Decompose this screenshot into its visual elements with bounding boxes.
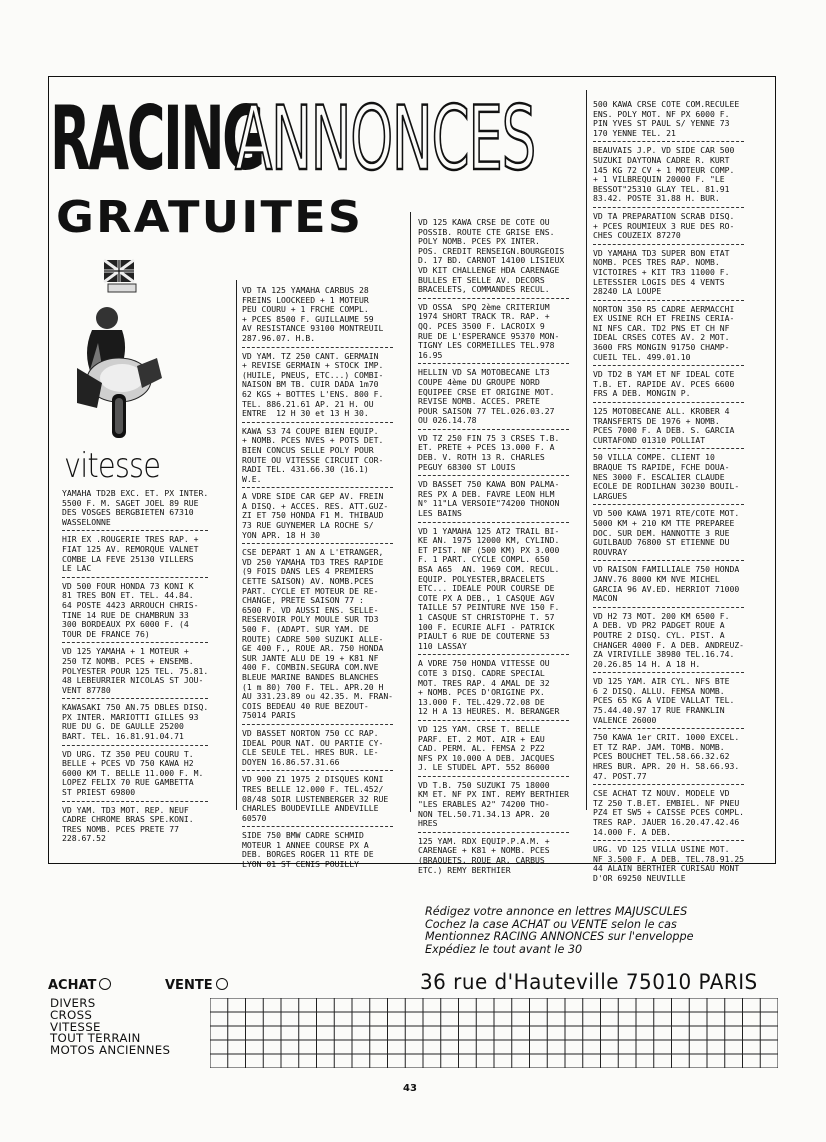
category-item[interactable]: MOTOS ANCIENNES [50, 1043, 171, 1058]
classified-ad: 125 MOTOBECANE ALL. KROBER 4 TRANSFERTS DE 1976 + NOMB. PCES 7000 F. A DEB. S. GARCIA CURTAFOND 01310 POLLIAT [593, 407, 744, 449]
vente-label: VENTE [165, 978, 213, 993]
category-item[interactable]: TOUT TERRAIN [50, 1031, 141, 1046]
title-racing: RACING [50, 87, 264, 190]
classified-ad: VD YAM. TZ 250 CANT. GERMAIN + REVISE GERMAIN + STOCK IMP. (HUILE, PNEUS, ETC...) COMBI- NAISON BM TB. CUIR DADA 1m70 62 KGS + BOTTES L'ENS. 800 F. TEL. 886.21.61 AP. 21 H. OU ENTRE 12 H 30 et 13 H 30. [242, 352, 393, 423]
classified-ad: VD 500 KAWA 1971 RTE/COTE MOT. 5000 KM + 210 KM TTE PREPAREE DOC. SUR DEM. HANNOTTE 3 RUE GUILBAUD 76800 ST ETIENNE DU ROUVRAY [593, 509, 744, 561]
classified-ad: HIR EX .ROUGERIE TRES RAP. + FIAT 125 AV. REMORQUE VALNET COMBE LA FEVE 25130 VILLERS LE LAC [62, 535, 208, 577]
page-number: 43 [403, 1083, 417, 1094]
instruction-line: Rédigez votre annonce en lettres MAJUSCULES [425, 905, 688, 918]
classified-ad: CSE ACHAT TZ NOUV. MODELE VD TZ 250 T.B.ET. EMBIEL. NF PNEU PZ4 ET SW5 + CAISSE PCES COMPL. TRES RAP. JAUER 16.20.47.42.46 14.000 F. A DEB. [593, 789, 744, 841]
title-annonces: ANNONCES [235, 87, 535, 190]
classified-ad: VD TZ 250 FIN 75 3 CRSES T.B. ET. PRETE + PCES 13.000 F. A DEB. V. ROTH 13 R. CHARLES PEGUY 68300 ST LOUIS [418, 434, 569, 476]
classified-ad: SIDE 750 BMW CADRE SCHMID MOTEUR 1 ANNEE COURSE PX A DEB. BORGES ROGER 11 RTE DE LYON 01 ST CENIS POUILLY [242, 830, 374, 870]
column-rule [586, 90, 587, 810]
classified-ad: VD RAISON FAMILLIALE 750 HONDA JANV.76 8000 KM NVE MICHEL GARCIA 96 AV.ED. HERRIOT 71000 MACON [593, 565, 744, 607]
achat-checkbox[interactable] [99, 978, 111, 990]
classified-ad: VD H2 73 MOT. 200 KM 6500 F. A DEB. VD PR2 PADGET ROUE A POUTRE 2 DISQ. CYL. PIST. A CHANGER 4000 F. A DEB. ANDREUZ- ZA VIRIVILLE 38980 TEL.16.74. 20.26.85 14 H. A 18 H. [593, 612, 744, 674]
classified-ad: A VDRE 750 HONDA VITESSE OU COTE 3 DISQ. CADRE SPECIAL MOT. TRES RAP. 4 AMAL DE 32 + NOMB. PCES D'ORIGINE PX. 13.000 F. TEL.429.72.08 DE 12 H A 13 HEURES. M. BERANGER [418, 659, 569, 721]
classified-ad: 50 VILLA COMPE. CLIENT 10 BRAQUE TS RAPIDE, FCHE DOUA- NES 3000 F. ESCALIER CLAUDE ECOLE DE RODILHAN 30230 BOUIL- LARGUES [593, 453, 744, 505]
classified-ad: VD 500 FOUR HONDA 73 KONI K 81 TRES BON ET. TEL. 44.84. 64 POSTE 4423 ARROUCH CHRIS- TINE 14 RUE DE CHAMBRUN 33 300 BORDEAUX PX 6000 F. (4 TOUR DE FRANCE 76) [62, 582, 208, 644]
classified-ad: VD URG. TZ 350 PEU COURU T. BELLE + PCES VD 750 KAWA H2 6000 KM T. BELLE 11.000 F. M. LOPEZ FELIX 70 RUE GAMBETTA ST PRIEST 69800 [62, 750, 208, 802]
classified-ad: VD 125 YAM. AIR CYL. NFS BTE 6 2 DISQ. ALLU. FEMSA NOMB. PCES 65 KG A VIDE VALLAT TEL. 75.44.40.97 17 RUE FRANKLIN VALENCE 26000 [593, 677, 744, 729]
section-label-vitesse: vitesse [64, 446, 161, 486]
category-list [50, 998, 170, 1057]
instructions [425, 906, 693, 956]
classified-ad: VD T.B. 750 SUZUKI 75 18000 KM ET. NF PX INT. REMY BERTHIER "LES ERABLES A2" 74200 THO- NON TEL.50.71.34.13 APR. 20 HRES [418, 781, 569, 833]
ads-column-1 [62, 489, 208, 851]
vente-checkbox[interactable] [216, 978, 228, 990]
classified-ad: CSE DEPART 1 AN A L'ETRANGER, VD 250 YAMAHA TD3 TRES RAPIDE (9 FOIS DANS LES 4 PREMIERS CETTE SAISON) AV. NOMB.PCES PART. CYCLE ET MOTEUR DE RE- CHANGE, PRETE SAISON 77 : 6500 F. VD AUSSI ENS. SELLE- RESERVOIR POLY MOULE SUR TD3 500 F. (ADAPT. SUR YAM. DE ROUTE) CADRE 500 SUZUKI ALLE- GE 400 F., ROUE AR. 750 HONDA SUR JANTE ALU DE 19 + K81 NF 400 F. COMBIN.SEGURA COM.NVE BLEUE MARINE BANDES BLANCHES (1 m 80) 700 F. TEL. APR.20 H AU 331.23.89 ou 42.35. M. FRAN- COIS BEDEAU 40 RUE BEZOUT- 75014 PARIS [242, 548, 393, 725]
classified-ad: VD BASSET 750 KAWA BON PALMA- RES PX A DEB. FAVRE LEON HLM N° 11"LA VERSOIE"74200 THONON LES BAINS [418, 480, 569, 522]
classified-ad: VD BASSET NORTON 750 CC RAP. IDEAL POUR NAT. OU PARTIE CY- CLE SEULE TEL. HRES BUR. LE- DOYEN 16.86.57.31.66 [242, 729, 393, 771]
ads-column-3 [418, 218, 569, 882]
title-gratuites: GRATUITES [56, 192, 364, 243]
classified-ad: 125 YAM. RDX EQUIP.P.A.M. + CARENAGE + K81 + NOMB. PCES (BRAQUETS, ROUE AR. CARBUS ETC.) REMY BERTHIER [418, 835, 550, 875]
category-item[interactable]: VITESSE [50, 1019, 101, 1034]
mailing-address: 36 rue d'Hauteville 75010 PARIS [420, 970, 758, 994]
achat-option[interactable] [48, 978, 111, 993]
letter-entry-grid[interactable] [210, 998, 778, 1068]
ads-column-2 [242, 286, 393, 877]
classified-ad: YAMAHA TD2B EXC. ET. PX INTER. 5500 F. M. SAGET JOEL 89 RUE DES VOSGES BERGBIETEN 67310 WASSELONNE [62, 489, 208, 531]
classified-ad: VD YAMAHA TD3 SUPER BON ETAT NOMB. PCES TRES RAP. NOMB. VICTOIRES + KIT TR3 11000 F. LETESSIER LOGIS DES 4 VENTS 28240 LA LOUPE [593, 249, 744, 301]
classified-ad: 750 KAWA 1er CRIT. 1000 EXCEL. ET TZ RAP. JAM. TOMB. NOMB. PCES BOUCHET TEL.58.66.32.62 HRES BUR. APR. 20 H. 58.66.93. 47. POST.77 [593, 733, 744, 785]
achat-label: ACHAT [48, 978, 97, 993]
classified-ad: VD 125 KAWA CRSE DE COTE OU POSSIB. ROUTE CTE GRISE ENS. POLY NOMB. PCES PX INTER. POS. CREDIT RENSEIGN.BOURGEOIS D. 17 BD. CARNOT 14100 LISIEUX VD KIT CHALLENGE HDA CARENAGE BULLES ET SELLE AV. DECORS BRACELETS, COMMANDES RECUL. [418, 218, 569, 299]
column-rule [410, 212, 411, 812]
column-rule [236, 280, 237, 810]
instruction-line: Cochez la case ACHAT ou VENTE selon le cas [425, 917, 677, 931]
vente-option[interactable] [165, 978, 228, 993]
classified-ad: URG. VD 125 VILLA USINE MOT. NF 3.500 F. A DEB. TEL.78.91.25 44 ALAIN BERTHIER CURISAU MONT D'OR 69250 NEUVILLE [593, 844, 745, 883]
classified-ad: VD TA PREPARATION SCRAB DISQ. + PCES ROUMIEUX 3 RUE DES RO- CHES COUZEIX 87270 [593, 212, 744, 245]
category-item[interactable]: DIVERS [50, 996, 96, 1010]
category-item[interactable]: CROSS [50, 1007, 93, 1022]
motorcycle-photo [62, 258, 167, 443]
classified-ad: 500 KAWA CRSE COTE COM.RECULEE ENS. POLY MOT. NF PX 6000 F. PIN YVES ST PAUL S/ YENNE 73 170 YENNE TEL. 21 [593, 100, 744, 142]
classified-ad: VD OSSA SPQ 2ème CRITERIUM 1974 SHORT TRACK TR. RAP. + QQ. PCES 3500 F. LACROIX 9 RUE DE L'ESPERANCE 95370 MON- TIGNY LES CORMEILLES TEL.978 16.95 [418, 303, 569, 365]
classified-ad: VD 1 YAMAHA 125 AT2 TRAIL BI- KE AN. 1975 12000 KM, CYLIND. ET PIST. NF (500 KM) PX 3.000 F. 1 PART. CYCLE COMPL. 650 BSA A65 AN. 1969 COM. RECUL. EQUIP. POLYESTER,BRACELETS ETC... IDEALE POUR COURSE DE COTE PX A DEB., 1 CASQUE AGV TAILLE 57 PEINTURE NVE 150 F. 1 CASQUE ST CHRISTOPHE T. 57 100 F. ECURIE ALFI - PATRICK PIAULT 6 RUE DE COUTERNE 53 110 LASSAY [418, 527, 569, 656]
classified-ad: VD YAM. TD3 MOT. REP. NEUF CADRE CHROME BRAS SPE.KONI. TRES NOMB. PCES PRETE 77 228.67.52 [62, 804, 194, 844]
classified-ad: VD 125 YAM. CRSE T. BELLE PARF. ET. 2 MOT. AIR + EAU CAD. PERM. AL. FEMSA 2 PZ2 NFS PX 10.000 A DEB. JACQUES J. LE STUDEL APT. 552 86000 [418, 725, 569, 777]
classified-ad: VD TA 125 YAMAHA CARBUS 28 FREINS LOOCKEED + 1 MOTEUR PEU COURU + 1 FRCHE COMPL. + PCES 8500 F. GUILLAUME 59 AV RESISTANCE 93100 MONTREUIL 287.96.07. H.B. [242, 286, 393, 348]
instruction-line: Mentionnez RACING ANNONCES sur l'enveloppe [425, 930, 694, 943]
classified-ad: A VDRE SIDE CAR GEP AV. FREIN A DISQ. + ACCES. RES. ATT.GUZ- ZI ET 750 HONDA F1 M. THIBAUD 73 RUE GUYNEMER LA ROCHE S/ YON APR. 18 H 30 [242, 492, 393, 544]
classified-ad: NORTON 350 R5 CADRE AERMACCHI EX USINE RCH ET FREINS CERIA- NI NFS CAR. TD2 PNS ET CH NF IDEAL CRSES COTES AV. 2 MOT. 3600 FRS MONGIN 91750 CHAMP- CUEIL TEL. 499.01.10 [593, 305, 744, 367]
ads-column-4 [593, 100, 744, 891]
classified-ad: HELLIN VD SA MOTOBECANE LT3 COUPE 4ème DU GROUPE NORD EQUIPEE CRSE ET ORIGINE MOT. REVISE NOMB. ACCES. PRETE POUR SAISON 77 TEL.026.03.27 OU 026.14.78 [418, 368, 569, 430]
classified-ad: VD TD2 B YAM ET NF IDEAL COTE T.B. ET. RAPIDE AV. PCES 6600 FRS A DEB. MONGIN P. [593, 370, 744, 403]
classified-ad: VD 900 Z1 1975 2 DISQUES KONI TRES BELLE 12.000 F. TEL.452/ 08/48 SOIR LUSTENBERGER 32 RUE CHARLES BOUDEVILLE ANDEVILLE 60570 [242, 775, 393, 827]
classified-ad: VD 125 YAMAHA + 1 MOTEUR + 250 TZ NOMB. PCES + ENSEMB. POLYESTER POUR 125 TEL. 75.81. 48 LEBEURRIER NICOLAS ST JOU- VENT 87780 [62, 647, 208, 699]
instruction-line: Expédiez le tout avant le 30 [425, 942, 583, 956]
classified-ad: KAWA S3 74 COUPE BIEN EQUIP. + NOMB. PCES NVES + POTS DET. BIEN CONCUS SELLE POLY POUR ROUTE OU VITESSE CIRCUIT COR- RADI TEL. 431.66.30 (16.1) W.E. [242, 427, 393, 489]
classified-ad: KAWASAKI 750 AN.75 DBLES DISQ. PX INTER. MARIOTTI GILLES 93 RUE DU G. DE GAULLE 25200 BART. TEL. 16.81.91.04.71 [62, 703, 208, 745]
classified-ad: BEAUVAIS J.P. VD SIDE CAR 500 SUZUKI DAYTONA CADRE R. KURT 145 KG 72 CV + 1 MOTEUR COMP. + 1 VILBREQUIN 20000 F. "LE BESSOT"25310 GLAY TEL. 81.91 83.42. POSTE 31.88 H. BUR. [593, 146, 744, 208]
